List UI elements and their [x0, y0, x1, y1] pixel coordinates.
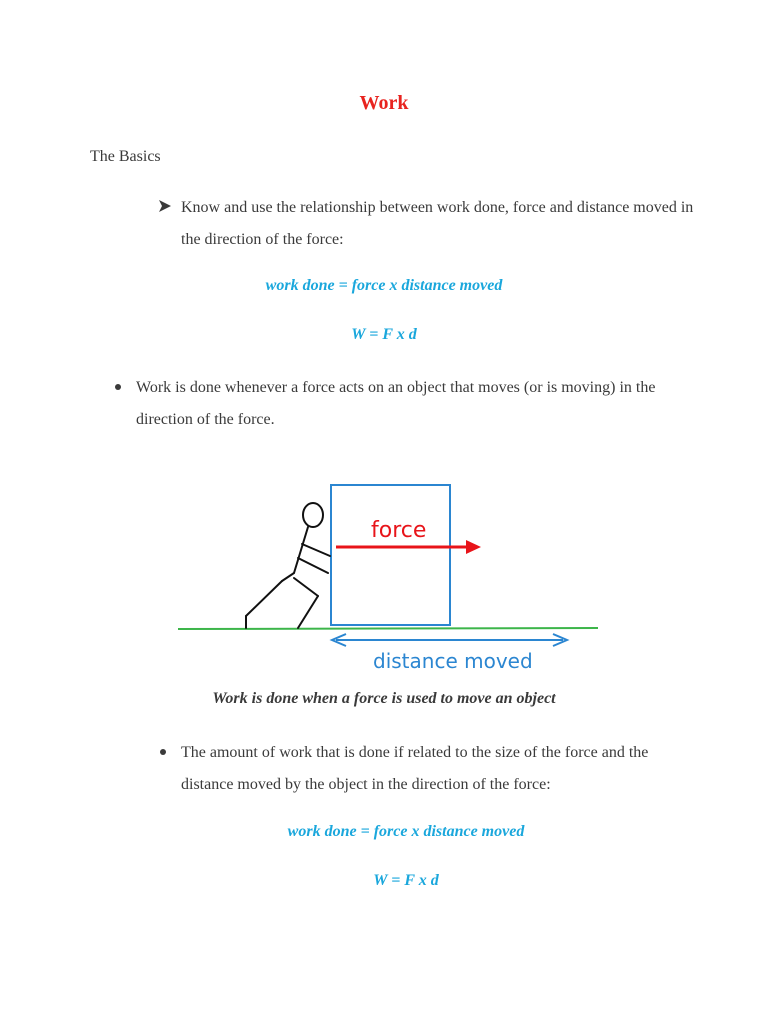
- paragraph-work-amount: The amount of work that is done if related to the size of the force and the distance moved by the object in the direction of the force:: [181, 744, 649, 793]
- box: [331, 485, 450, 625]
- bullet-dot-icon: [115, 384, 121, 390]
- page-title: Work: [359, 92, 409, 114]
- stick-figure: [246, 503, 330, 628]
- work-diagram: [170, 478, 610, 678]
- section-heading: The Basics: [90, 148, 161, 165]
- force-arrowhead-icon: [466, 540, 481, 554]
- paragraph-work-definition: Work is done whenever a force acts on an object that moves (or is moving) in the direction of the force.: [136, 379, 656, 428]
- arrowhead-bullet-icon: [158, 199, 172, 213]
- ground-line: [178, 628, 598, 629]
- diagram-caption: Work is done when a force is used to move an object: [212, 690, 556, 707]
- paragraph-work-relationship: Know and use the relationship between work done, force and distance moved in the direction of the force:: [181, 199, 694, 248]
- equation-word: work done = force x distance moved: [265, 277, 503, 294]
- force-label: force: [371, 518, 427, 543]
- equation-symbol: W = F x d: [351, 326, 417, 343]
- bullet-dot-icon: [160, 749, 166, 755]
- equation-word-2: work done = force x distance moved: [287, 823, 525, 840]
- distance-label: distance moved: [373, 649, 533, 673]
- equation-symbol-2: W = F x d: [373, 872, 439, 889]
